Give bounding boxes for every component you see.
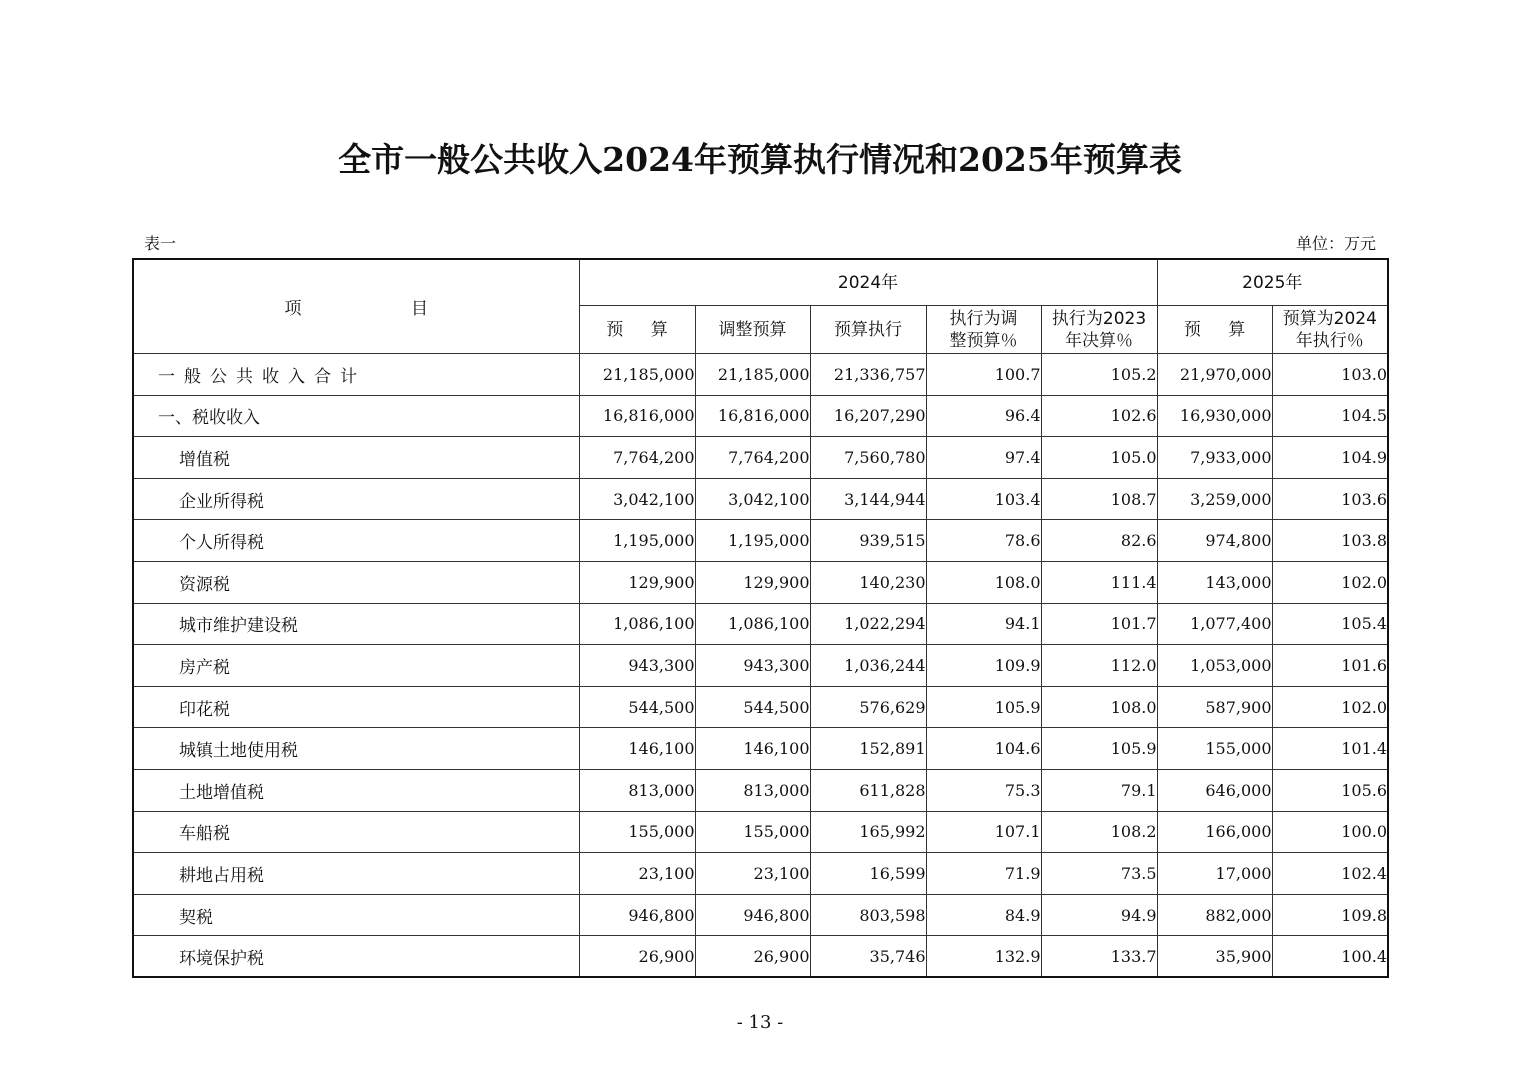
cell-pct-adjusted: 109.9: [926, 645, 1041, 687]
cell-adjusted: 1,195,000: [695, 520, 810, 562]
cell-pct-2023: 105.9: [1041, 728, 1157, 770]
cell-budget-2025: 21,970,000: [1157, 354, 1272, 396]
cell-execution: 3,144,944: [810, 478, 926, 520]
budget-table: [132, 258, 1389, 978]
cell-budget: 1,195,000: [579, 520, 695, 562]
cell-pct-2023: 102.6: [1041, 395, 1157, 437]
cell-pct-adjusted: 94.1: [926, 603, 1041, 645]
cell-pct-adjusted: 75.3: [926, 769, 1041, 811]
cell-adjusted: 3,042,100: [695, 478, 810, 520]
row-item: 耕地占用税: [133, 853, 579, 895]
cell-execution: 21,336,757: [810, 354, 926, 396]
cell-pct-2024: 103.0: [1272, 354, 1388, 396]
row-item: 增值税: [133, 437, 579, 479]
cell-pct-adjusted: 71.9: [926, 853, 1041, 895]
cell-pct-adjusted: 107.1: [926, 811, 1041, 853]
header-year-2024: 2024年: [579, 259, 1157, 306]
cell-pct-2024: 102.4: [1272, 853, 1388, 895]
cell-execution: 803,598: [810, 894, 926, 936]
page-number: - 13 -: [736, 1012, 784, 1033]
cell-pct-adjusted: 132.9: [926, 936, 1041, 978]
cell-budget: 813,000: [579, 769, 695, 811]
cell-budget-2025: 16,930,000: [1157, 395, 1272, 437]
cell-adjusted: 943,300: [695, 645, 810, 687]
table-row: [133, 686, 1388, 728]
cell-budget: 3,042,100: [579, 478, 695, 520]
cell-pct-2023: 111.4: [1041, 561, 1157, 603]
cell-pct-2024: 100.0: [1272, 811, 1388, 853]
cell-budget-2025: 7,933,000: [1157, 437, 1272, 479]
unit-label: 单位：万元: [1295, 234, 1376, 253]
row-item: 环境保护税: [133, 936, 579, 978]
cell-budget: 16,816,000: [579, 395, 695, 437]
cell-adjusted: 16,816,000: [695, 395, 810, 437]
cell-pct-2024: 105.6: [1272, 769, 1388, 811]
table-number: 表一: [144, 234, 177, 253]
cell-pct-2023: 105.2: [1041, 354, 1157, 396]
cell-execution: 16,599: [810, 853, 926, 895]
cell-pct-2024: 101.6: [1272, 645, 1388, 687]
table-row: [133, 811, 1388, 853]
cell-pct-2023: 108.0: [1041, 686, 1157, 728]
cell-pct-2024: 103.8: [1272, 520, 1388, 562]
cell-execution: 35,746: [810, 936, 926, 978]
table-row: [133, 520, 1388, 562]
cell-pct-adjusted: 103.4: [926, 478, 1041, 520]
cell-adjusted: 23,100: [695, 853, 810, 895]
header-adjusted-budget: 调整预算: [695, 306, 810, 354]
cell-execution: 611,828: [810, 769, 926, 811]
cell-pct-adjusted: 78.6: [926, 520, 1041, 562]
cell-budget-2025: 882,000: [1157, 894, 1272, 936]
cell-pct-2023: 133.7: [1041, 936, 1157, 978]
cell-adjusted: 7,764,200: [695, 437, 810, 479]
cell-budget: 23,100: [579, 853, 695, 895]
cell-budget-2025: 166,000: [1157, 811, 1272, 853]
cell-pct-adjusted: 104.6: [926, 728, 1041, 770]
cell-budget-2025: 646,000: [1157, 769, 1272, 811]
cell-adjusted: 146,100: [695, 728, 810, 770]
cell-pct-adjusted: 96.4: [926, 395, 1041, 437]
cell-execution: 152,891: [810, 728, 926, 770]
cell-adjusted: 946,800: [695, 894, 810, 936]
row-item: 一般公共收入合计: [133, 354, 579, 396]
cell-budget-2025: 143,000: [1157, 561, 1272, 603]
cell-budget: 544,500: [579, 686, 695, 728]
cell-execution: 939,515: [810, 520, 926, 562]
header-year-2025: 2025年: [1157, 259, 1388, 306]
cell-adjusted: 1,086,100: [695, 603, 810, 645]
table-row: [133, 354, 1388, 396]
cell-pct-adjusted: 97.4: [926, 437, 1041, 479]
cell-execution: 165,992: [810, 811, 926, 853]
cell-budget: 1,086,100: [579, 603, 695, 645]
cell-budget-2025: 155,000: [1157, 728, 1272, 770]
cell-pct-2024: 104.9: [1272, 437, 1388, 479]
cell-pct-adjusted: 84.9: [926, 894, 1041, 936]
cell-execution: 7,560,780: [810, 437, 926, 479]
table-row: [133, 437, 1388, 479]
cell-execution: 576,629: [810, 686, 926, 728]
header-budget-2025: 预 算: [1157, 306, 1272, 354]
row-item: 契税: [133, 894, 579, 936]
header-budget-pct-2024: 预算为2024 年执行％: [1272, 306, 1388, 354]
cell-budget: 146,100: [579, 728, 695, 770]
row-item: 资源税: [133, 561, 579, 603]
cell-pct-2024: 109.8: [1272, 894, 1388, 936]
row-item: 印花税: [133, 686, 579, 728]
cell-pct-2023: 108.7: [1041, 478, 1157, 520]
cell-pct-2024: 102.0: [1272, 686, 1388, 728]
cell-pct-adjusted: 108.0: [926, 561, 1041, 603]
cell-pct-2023: 73.5: [1041, 853, 1157, 895]
cell-budget-2025: 587,900: [1157, 686, 1272, 728]
table-row: [133, 603, 1388, 645]
cell-pct-2024: 105.4: [1272, 603, 1388, 645]
header-exec-pct-2023: 执行为2023 年决算％: [1041, 306, 1157, 354]
cell-execution: 16,207,290: [810, 395, 926, 437]
cell-pct-adjusted: 105.9: [926, 686, 1041, 728]
cell-pct-2024: 103.6: [1272, 478, 1388, 520]
page-title: 全市一般公共收入2024年预算执行情况和2025年预算表: [338, 140, 1182, 179]
row-item: 车船税: [133, 811, 579, 853]
cell-execution: 1,022,294: [810, 603, 926, 645]
cell-pct-adjusted: 100.7: [926, 354, 1041, 396]
table-row: [133, 478, 1388, 520]
cell-budget: 21,185,000: [579, 354, 695, 396]
row-item: 城镇土地使用税: [133, 728, 579, 770]
row-item: 城市维护建设税: [133, 603, 579, 645]
table-row: [133, 395, 1388, 437]
cell-pct-2023: 101.7: [1041, 603, 1157, 645]
cell-budget-2025: 1,077,400: [1157, 603, 1272, 645]
row-item: 企业所得税: [133, 478, 579, 520]
table-row: [133, 728, 1388, 770]
cell-adjusted: 26,900: [695, 936, 810, 978]
cell-adjusted: 129,900: [695, 561, 810, 603]
cell-pct-2024: 104.5: [1272, 395, 1388, 437]
cell-adjusted: 21,185,000: [695, 354, 810, 396]
cell-adjusted: 813,000: [695, 769, 810, 811]
cell-budget-2025: 35,900: [1157, 936, 1272, 978]
cell-pct-2023: 108.2: [1041, 811, 1157, 853]
table-row: [133, 769, 1388, 811]
header-budget: 预 算: [579, 306, 695, 354]
table-row: [133, 894, 1388, 936]
cell-budget-2025: 3,259,000: [1157, 478, 1272, 520]
row-item: 土地增值税: [133, 769, 579, 811]
cell-pct-2023: 105.0: [1041, 437, 1157, 479]
cell-budget: 129,900: [579, 561, 695, 603]
cell-pct-2023: 79.1: [1041, 769, 1157, 811]
cell-budget-2025: 1,053,000: [1157, 645, 1272, 687]
cell-pct-2024: 102.0: [1272, 561, 1388, 603]
cell-pct-2023: 82.6: [1041, 520, 1157, 562]
cell-execution: 1,036,244: [810, 645, 926, 687]
cell-budget: 26,900: [579, 936, 695, 978]
cell-pct-2024: 100.4: [1272, 936, 1388, 978]
cell-budget-2025: 974,800: [1157, 520, 1272, 562]
table-row: [133, 853, 1388, 895]
table-row: [133, 561, 1388, 603]
cell-adjusted: 155,000: [695, 811, 810, 853]
header-exec-pct-adjusted: 执行为调 整预算％: [926, 306, 1041, 354]
cell-budget: 7,764,200: [579, 437, 695, 479]
cell-budget: 943,300: [579, 645, 695, 687]
table-row: [133, 936, 1388, 978]
cell-budget: 155,000: [579, 811, 695, 853]
table-row: [133, 645, 1388, 687]
cell-budget: 946,800: [579, 894, 695, 936]
cell-pct-2024: 101.4: [1272, 728, 1388, 770]
header-item: 项 目: [133, 259, 579, 354]
cell-pct-2023: 112.0: [1041, 645, 1157, 687]
cell-execution: 140,230: [810, 561, 926, 603]
cell-budget-2025: 17,000: [1157, 853, 1272, 895]
header-budget-execution: 预算执行: [810, 306, 926, 354]
row-item: 个人所得税: [133, 520, 579, 562]
row-item: 房产税: [133, 645, 579, 687]
cell-adjusted: 544,500: [695, 686, 810, 728]
cell-pct-2023: 94.9: [1041, 894, 1157, 936]
row-item: 一、税收收入: [133, 395, 579, 437]
